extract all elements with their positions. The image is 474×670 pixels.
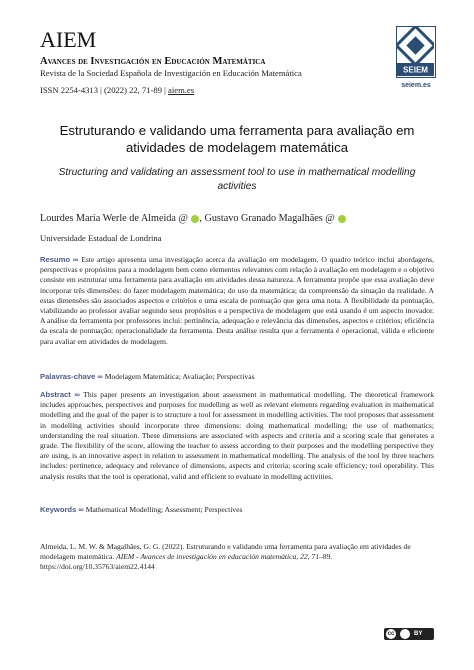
palavras-chave-section: [40, 372, 434, 382]
logo-url[interactable]: seiem.es: [401, 82, 431, 89]
person-icon: [400, 629, 410, 639]
keywords-text: Mathematical Modelling; Assessment; Perspectives: [85, 505, 243, 514]
resumo-text: Este artigo apresenta uma investigação acerca da avaliação em modelagem. O quadro teórico inclui abordagens, perspectivas e propósitos para a modelagem bem como elementos relevantes com relação à avaliação em modelagem e o objetivo consiste em estruturar uma ferramenta para avaliação em atividades dessa natureza. A ferramenta propõe que essa avaliação deve incorporar três dimensões: do fazer modelagem matemática; do uso da matemática; da compreensão da situação da realidade. A estas dimensões são associados aspectos e critérios e uma escala de pontuação que gera uma nota. A flexibilidade da pontuação, viabilizando ao professor avaliar segundo seus propósitos e a perspectiva de modelagem que está usando é um aspecto inovador. A análise da ferramenta por professores inclui: pertinência, adequação e relevância das dimensões, aspectos e critérios; eficiência da escala de pontuação; operacionalidade da ferramenta. Desta análise resulta que a ferramenta é operacional, válida e eficiente para avaliar em atividades de modelagem.: [40, 255, 434, 346]
paper-title: Estruturando e validando uma ferramenta para avaliação em atividades de modelagem matemática: [59, 123, 415, 155]
by-label: BY: [414, 631, 423, 637]
resumo-section: [40, 255, 434, 347]
logo-text: SEIEM: [403, 65, 428, 75]
paper-title-english: Structuring and validating an assessment tool to use in mathematical modelling activities: [58, 167, 416, 192]
issn-text: ISSN 2254-4313 | (2022) 22, 71-89 |: [40, 85, 169, 95]
journal-subtitle: Avances de Investigación en Educación Matemática: [40, 56, 266, 67]
journal-header: [40, 28, 380, 95]
orcid-icon[interactable]: [338, 215, 346, 223]
citation: [40, 542, 434, 573]
palavras-chave-label: Palavras-chave ∞: [40, 372, 103, 381]
palavras-chave-text: Modelagem Matemática; Avaliação; Perspectivas: [104, 372, 255, 381]
resumo-label: Resumo ∞: [40, 255, 79, 264]
cc-icon: cc: [387, 631, 395, 637]
institution: Universidade Estadual de Londrina: [40, 233, 162, 243]
author-2[interactable]: , Gustavo Granado Magalhães @: [199, 213, 335, 224]
journal-name: AIEM: [40, 27, 97, 52]
abstract-text: This paper presents an investigation about assessment in mathematical modelling. The theoretical framework includes approaches, perspectives and purposes for modelling as well as relevant elements regarding evaluation in mathematical modelling and the goal of the paper is to structure a tool for assessment in modelling activities. The tool proposes that assessment in modelling activities should incorporate three dimensions: doing mathematical modelling; the use of mathematics; understanding the real situation. These dimensions are associated with aspects and criteria and a scoring scale that generates a grade. The flexibility of the score, allowing the teacher to assess according to their purposes and the modelling perspective they are using, is an innovative aspect in relation to assessment in mathematical modelling. The analysis of the tool by three teachers includes: pertinence, adequacy and relevance of dimensions, aspects and criteria; scoring scale efficiency; tool operability. This analysis results that the tool is operational, valid and efficient to evaluate in modelling activities.: [40, 390, 434, 481]
citation-pages: 71–89.: [311, 552, 333, 562]
keywords-section: [40, 505, 434, 515]
abstract-label: Abstract ∞: [40, 390, 80, 399]
journal-society: Revista de la Sociedad Española de Investigación en Educación Matemática: [40, 68, 302, 78]
citation-journal: AIEM - Avances de investigación en educación matemática, 22,: [116, 552, 310, 562]
issn-line: [40, 85, 380, 95]
citation-text: Almeida, L. M. W. & Magalhães, G. G. (2022). Estruturando e validando uma ferramenta para avaliação em atividades de modelagem matemática.: [40, 542, 411, 562]
abstract-section: [40, 390, 434, 482]
seiem-logo: [396, 26, 436, 78]
author-1[interactable]: Lourdes Maria Werle de Almeida @: [40, 213, 188, 224]
authors: [40, 213, 346, 224]
journal-link[interactable]: aiem.es: [168, 85, 195, 95]
citation-doi[interactable]: https://doi.org/10.35763/aiem22.4144: [40, 562, 155, 572]
keywords-label: Keywords ∞: [40, 505, 84, 514]
cc-license-badge[interactable]: [384, 628, 434, 640]
